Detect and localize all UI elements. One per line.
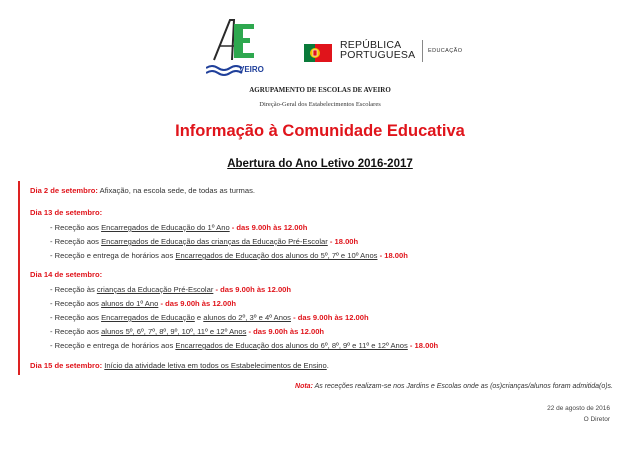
item-prefix: - Receção e entrega de horários aos xyxy=(50,251,176,260)
ae-logo-text: VEIRO xyxy=(239,65,264,74)
section-sep-15 xyxy=(30,361,329,370)
item-subject-2: alunos do 2º, 3º e 4º Anos xyxy=(203,313,291,322)
page-title: Informação à Comunidade Educativa xyxy=(175,122,465,140)
item-subject: alunos 5º, 6º, 7º, 8º, 9º, 10º, 11º e 12º Anos xyxy=(101,327,247,336)
header xyxy=(0,14,640,76)
day-label: Dia 15 de setembro: xyxy=(30,361,103,370)
list-item xyxy=(50,237,358,246)
list-item xyxy=(50,327,324,336)
signature: O Diretor xyxy=(583,416,610,423)
logo-divider xyxy=(422,40,423,62)
section-sep-2 xyxy=(30,186,255,195)
republica-text xyxy=(340,40,415,60)
list-item xyxy=(50,299,236,308)
item-subject: Encarregados de Educação do 1º Ano xyxy=(101,223,230,232)
item-conj: e xyxy=(194,313,204,322)
item-subject: Encarregados de Educação dos alunos do 5º, 7º e 10º Anos xyxy=(175,251,378,260)
list-item xyxy=(50,341,438,350)
page-subtitle xyxy=(0,158,640,170)
item-subject: Encarregados de Educação dos alunos do 6º, 8º, 9º e 11º e 12º Anos xyxy=(175,341,408,350)
flag-icon xyxy=(304,44,332,62)
subtitle-text: Abertura do Ano Letivo 2016-2017 xyxy=(227,158,413,170)
day-label: Dia 2 de setembro: xyxy=(30,186,98,195)
section-sep-14 xyxy=(30,270,102,279)
note-text: As receções realizam-se nos Jardins e Escolas onde as (os)crianças/alunos foram admitida(o)s. xyxy=(312,383,613,390)
list-item xyxy=(50,313,369,322)
item-prefix: - Receção aos xyxy=(50,313,102,322)
school-name: AGRUPAMENTO DE ESCOLAS DE AVEIRO xyxy=(249,86,391,94)
item-time: - das 9.00h às 12.00h xyxy=(290,313,369,322)
ministry-label: EDUCAÇÃO xyxy=(428,48,463,54)
item-subject: alunos do 1º Ano xyxy=(101,299,159,308)
republica-logo xyxy=(304,36,524,66)
direcao-geral: Direção-Geral dos Estabelecimentos Escolares xyxy=(259,101,381,108)
republica-line2: PORTUGUESA xyxy=(340,49,416,61)
day-text: Início da atividade letiva em todos os Estabelecimentos de Ensino xyxy=(104,361,327,370)
list-item xyxy=(50,223,307,232)
day-label: Dia 13 de setembro: xyxy=(30,208,103,217)
day-text: Afixação, na escola sede, de todas as turmas. xyxy=(97,186,255,195)
ae-logo xyxy=(206,16,266,80)
item-time: - das 9.00h às 12.00h xyxy=(229,223,308,232)
item-time: - das 9.00h às 12.00h xyxy=(213,285,292,294)
day-text-end: . xyxy=(326,361,329,370)
item-subject: Encarregados de Educação das crianças da Educação Pré-Escolar xyxy=(101,237,328,246)
document-date: 22 de agosto de 2016 xyxy=(547,405,610,412)
item-prefix: - Receção e entrega de horários aos xyxy=(50,341,176,350)
note xyxy=(295,383,613,390)
list-item xyxy=(50,285,291,294)
section-sep-13 xyxy=(30,208,102,217)
note-label: Nota: xyxy=(295,383,313,390)
schedule-box xyxy=(18,181,624,375)
item-prefix: - Receção aos xyxy=(50,237,102,246)
item-prefix: - Receção aos xyxy=(50,223,102,232)
day-label: Dia 14 de setembro: xyxy=(30,270,103,279)
republica-line1: REPÚBLICA xyxy=(340,39,402,51)
item-prefix: - Receção aos xyxy=(50,327,102,336)
item-prefix: - Receção às xyxy=(50,285,97,294)
item-subject: crianças da Educação Pré-Escolar xyxy=(96,285,214,294)
item-time: - 18.00h xyxy=(407,341,439,350)
item-time: - das 9.00h às 12.00h xyxy=(158,299,236,308)
item-prefix: - Receção aos xyxy=(50,299,102,308)
item-time: - 18.00h xyxy=(327,237,359,246)
item-time: - 18.00h xyxy=(377,251,408,260)
list-item xyxy=(50,251,408,260)
item-time: - das 9.00h às 12.00h xyxy=(246,327,325,336)
item-subject: Encarregados de Educação xyxy=(101,313,195,322)
